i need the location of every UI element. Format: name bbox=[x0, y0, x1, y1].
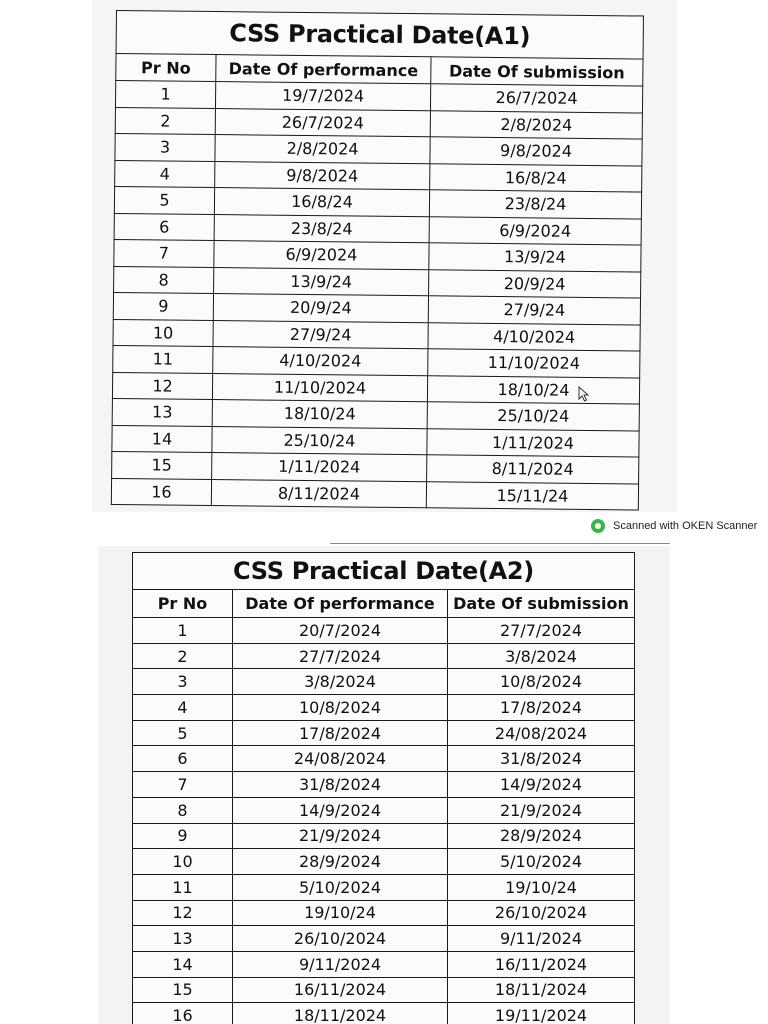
cell-date-of-submission: 8/11/2024 bbox=[427, 455, 639, 484]
table-row bbox=[133, 643, 635, 669]
cell-date-of-submission: 21/9/2024 bbox=[448, 797, 635, 823]
cell-date-of-performance: 18/10/24 bbox=[212, 400, 427, 429]
column-header-pr-no: Pr No bbox=[133, 590, 233, 618]
table-body bbox=[133, 618, 635, 1024]
cell-pr-no: 15 bbox=[112, 451, 212, 479]
cell-date-of-submission: 28/9/2024 bbox=[448, 823, 635, 849]
cell-pr-no: 14 bbox=[133, 951, 233, 977]
cell-pr-no: 10 bbox=[113, 319, 213, 347]
table-row bbox=[133, 977, 635, 1003]
cell-date-of-performance: 27/7/2024 bbox=[233, 643, 448, 669]
table-row bbox=[133, 797, 635, 823]
column-header-date-of-performance: Date Of performance bbox=[233, 590, 448, 618]
cell-pr-no: 16 bbox=[133, 1003, 233, 1024]
cell-date-of-submission: 31/8/2024 bbox=[448, 746, 635, 772]
cell-pr-no: 13 bbox=[133, 926, 233, 952]
cell-date-of-performance: 8/11/2024 bbox=[211, 479, 426, 508]
cell-date-of-submission: 11/10/2024 bbox=[428, 349, 640, 378]
cell-pr-no: 2 bbox=[115, 107, 215, 135]
cell-pr-no: 4 bbox=[115, 160, 215, 188]
cell-date-of-performance: 13/9/24 bbox=[214, 267, 429, 296]
cell-date-of-performance: 20/9/24 bbox=[213, 294, 428, 323]
table-row bbox=[133, 669, 635, 695]
cell-date-of-submission: 25/10/24 bbox=[427, 402, 639, 431]
cell-pr-no: 6 bbox=[114, 213, 214, 241]
cell-date-of-performance: 19/7/2024 bbox=[215, 82, 430, 111]
column-header-date-of-submission: Date Of submission bbox=[448, 590, 635, 618]
cell-date-of-performance: 21/9/2024 bbox=[233, 823, 448, 849]
cell-date-of-performance: 1/11/2024 bbox=[212, 453, 427, 482]
cell-pr-no: 12 bbox=[112, 372, 212, 400]
cell-pr-no: 9 bbox=[113, 292, 213, 320]
cell-date-of-performance: 9/11/2024 bbox=[233, 951, 448, 977]
cell-date-of-submission: 13/9/24 bbox=[429, 243, 641, 272]
schedule-table-a1 bbox=[111, 10, 644, 511]
column-header-date-of-submission: Date Of submission bbox=[431, 57, 643, 86]
cell-date-of-submission: 14/9/2024 bbox=[448, 772, 635, 798]
cell-date-of-submission: 4/10/2024 bbox=[428, 322, 640, 351]
table-row bbox=[133, 951, 635, 977]
cell-date-of-submission: 16/8/24 bbox=[430, 163, 642, 192]
cell-date-of-submission: 16/11/2024 bbox=[448, 951, 635, 977]
page-divider bbox=[330, 543, 670, 544]
cell-pr-no: 13 bbox=[112, 398, 212, 426]
cell-date-of-submission: 10/8/2024 bbox=[448, 669, 635, 695]
cell-date-of-performance: 26/7/2024 bbox=[215, 108, 430, 137]
table-title: CSS Practical Date(A1) bbox=[116, 11, 643, 60]
cell-pr-no: 7 bbox=[133, 772, 233, 798]
cell-date-of-submission: 17/8/2024 bbox=[448, 695, 635, 721]
cell-date-of-performance: 19/10/24 bbox=[233, 900, 448, 926]
table-row bbox=[133, 618, 635, 644]
table-row bbox=[133, 926, 635, 952]
table-title: CSS Practical Date(A2) bbox=[133, 553, 635, 590]
cell-date-of-performance: 4/10/2024 bbox=[213, 347, 428, 376]
scanner-watermark bbox=[591, 517, 757, 535]
cell-pr-no: 1 bbox=[115, 81, 215, 109]
cell-pr-no: 1 bbox=[133, 618, 233, 644]
cell-pr-no: 6 bbox=[133, 746, 233, 772]
cell-date-of-performance: 5/10/2024 bbox=[233, 874, 448, 900]
table-row bbox=[133, 695, 635, 721]
cell-date-of-submission: 3/8/2024 bbox=[448, 643, 635, 669]
table-row bbox=[133, 1003, 635, 1024]
cell-pr-no: 5 bbox=[114, 186, 214, 214]
cell-date-of-submission: 9/11/2024 bbox=[448, 926, 635, 952]
cell-pr-no: 16 bbox=[111, 478, 211, 506]
cell-date-of-performance: 17/8/2024 bbox=[233, 720, 448, 746]
cell-date-of-performance: 16/11/2024 bbox=[233, 977, 448, 1003]
cell-pr-no: 14 bbox=[112, 425, 212, 453]
cell-date-of-submission: 19/10/24 bbox=[448, 874, 635, 900]
cell-date-of-performance: 11/10/2024 bbox=[212, 373, 427, 402]
cell-date-of-submission: 23/8/24 bbox=[429, 190, 641, 219]
cell-date-of-performance: 18/11/2024 bbox=[233, 1003, 448, 1024]
cell-date-of-submission: 15/11/24 bbox=[426, 481, 638, 510]
cell-date-of-submission: 27/9/24 bbox=[428, 296, 640, 325]
cell-date-of-submission: 6/9/2024 bbox=[429, 216, 641, 245]
scanner-watermark-label: Scanned with OKEN Scanner bbox=[613, 520, 758, 532]
cell-date-of-submission: 19/11/2024 bbox=[448, 1003, 635, 1024]
cell-date-of-performance: 23/8/24 bbox=[214, 214, 429, 243]
table-row bbox=[133, 720, 635, 746]
cell-date-of-submission: 26/10/2024 bbox=[448, 900, 635, 926]
table-row bbox=[111, 478, 638, 510]
column-header-pr-no: Pr No bbox=[116, 54, 216, 82]
cell-date-of-performance: 26/10/2024 bbox=[233, 926, 448, 952]
cell-date-of-performance: 3/8/2024 bbox=[233, 669, 448, 695]
cell-date-of-submission: 27/7/2024 bbox=[448, 618, 635, 644]
table-row bbox=[133, 874, 635, 900]
mouse-pointer-icon bbox=[578, 386, 590, 402]
cell-date-of-submission: 26/7/2024 bbox=[430, 84, 642, 113]
cell-date-of-performance: 25/10/24 bbox=[212, 426, 427, 455]
cell-pr-no: 11 bbox=[133, 874, 233, 900]
cell-date-of-performance: 6/9/2024 bbox=[214, 241, 429, 270]
cell-pr-no: 12 bbox=[133, 900, 233, 926]
cell-date-of-submission: 18/10/24 bbox=[427, 375, 639, 404]
cell-date-of-performance: 16/8/24 bbox=[214, 188, 429, 217]
cell-pr-no: 15 bbox=[133, 977, 233, 1003]
cell-pr-no: 8 bbox=[114, 266, 214, 294]
cell-pr-no: 5 bbox=[133, 720, 233, 746]
cell-pr-no: 2 bbox=[133, 643, 233, 669]
cell-date-of-submission: 24/08/2024 bbox=[448, 720, 635, 746]
cell-date-of-performance: 14/9/2024 bbox=[233, 797, 448, 823]
table-row bbox=[133, 772, 635, 798]
cell-date-of-performance: 9/8/2024 bbox=[215, 161, 430, 190]
cell-date-of-performance: 2/8/2024 bbox=[215, 135, 430, 164]
cell-date-of-submission: 5/10/2024 bbox=[448, 849, 635, 875]
cell-date-of-submission: 9/8/2024 bbox=[430, 137, 642, 166]
cell-pr-no: 3 bbox=[115, 133, 215, 161]
cell-pr-no: 11 bbox=[113, 345, 213, 373]
schedule-table-a2 bbox=[132, 552, 635, 1024]
table-row bbox=[133, 900, 635, 926]
cell-pr-no: 10 bbox=[133, 849, 233, 875]
cell-pr-no: 4 bbox=[133, 695, 233, 721]
column-header-date-of-performance: Date Of performance bbox=[216, 55, 431, 84]
cell-date-of-submission: 2/8/2024 bbox=[430, 110, 642, 139]
cell-date-of-submission: 1/11/2024 bbox=[427, 428, 639, 457]
cell-date-of-performance: 27/9/24 bbox=[213, 320, 428, 349]
table-body bbox=[111, 81, 642, 510]
cell-date-of-performance: 20/7/2024 bbox=[233, 618, 448, 644]
cell-date-of-performance: 24/08/2024 bbox=[233, 746, 448, 772]
table-row bbox=[133, 849, 635, 875]
cell-pr-no: 7 bbox=[114, 239, 214, 267]
oken-scanner-logo-icon bbox=[591, 519, 605, 533]
cell-date-of-submission: 20/9/24 bbox=[429, 269, 641, 298]
cell-pr-no: 3 bbox=[133, 669, 233, 695]
cell-date-of-submission: 18/11/2024 bbox=[448, 977, 635, 1003]
cell-date-of-performance: 28/9/2024 bbox=[233, 849, 448, 875]
cell-date-of-performance: 31/8/2024 bbox=[233, 772, 448, 798]
table-row bbox=[133, 823, 635, 849]
cell-pr-no: 8 bbox=[133, 797, 233, 823]
cell-pr-no: 9 bbox=[133, 823, 233, 849]
cell-date-of-performance: 10/8/2024 bbox=[233, 695, 448, 721]
table-row bbox=[133, 746, 635, 772]
